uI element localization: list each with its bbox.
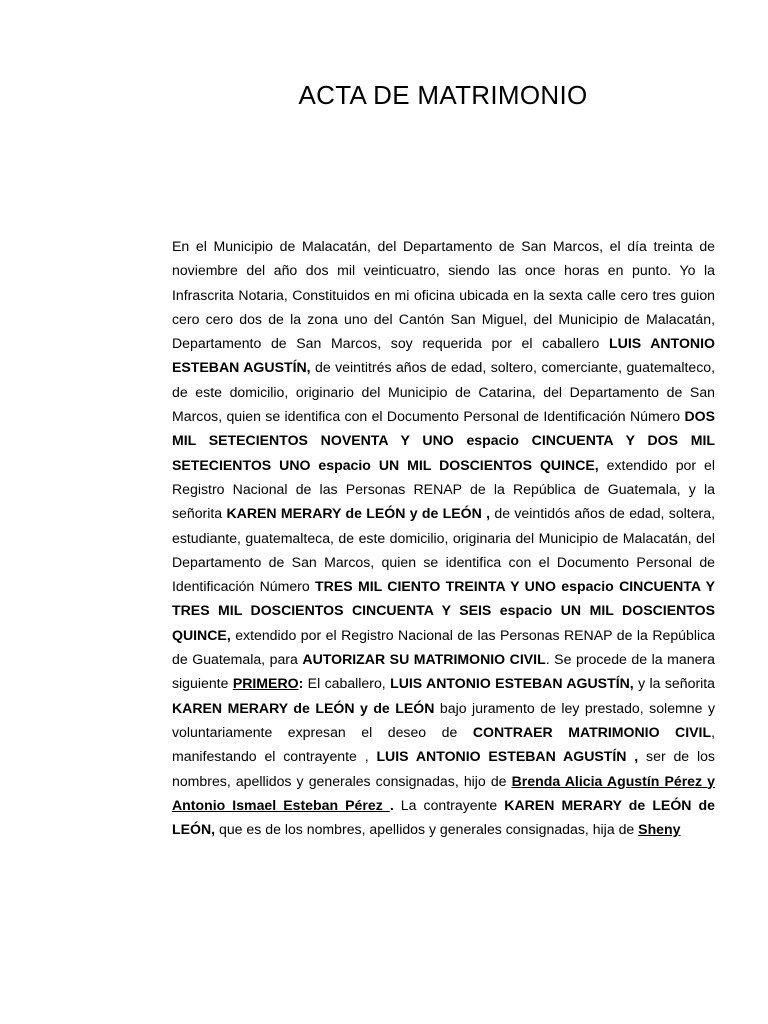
- clause-heading-primero: PRIMERO: [232, 675, 299, 692]
- groom-id-number: DOS MIL SETECIENTOS NOVENTA Y UNO espacio CINCUENTA Y DOS MIL SETECIENTOS UNO espacio UN MIL DOSCIENTOS QUINCE,: [172, 408, 715, 473]
- body-text-segment: extendido por el Registro Nacional de las Personas RENAP de la República de Guatemala, y la señorita: [172, 456, 715, 522]
- punctuation-period: .: [389, 796, 394, 813]
- body-text-segment: ser de los nombres, apellidos y generales consignadas, hijo de: [172, 748, 715, 789]
- declaration-text: CONTRAER MATRIMONIO CIVIL: [472, 723, 712, 740]
- bride-name: KAREN MERARY de LEÓN y de LEÓN ,: [226, 505, 491, 522]
- body-text-segment: de veintidós años de edad, soltera, estudiante, guatemalteca, de este domicilio, originaria del Municipio de Malacatán, del Departamento de San Marcos, quien se identifica con el Documento Personal de Identificación Número: [172, 505, 715, 595]
- body-text-segment: La contrayente: [393, 796, 505, 813]
- body-text-segment: y la señorita: [633, 675, 716, 692]
- bride-name: KAREN MERARY de LEÓN de LEÓN,: [172, 796, 715, 838]
- body-text-segment: En el Municipio de Malacatán, del Departamento de San Marcos, el día treinta de noviembre del año dos mil veinticuatro, siendo las once horas en punto. Yo la Infrascrita Notaria, Constituidos en mi oficina ubicada en la sexta calle cero tres guion cero cero dos de la zona uno del Cantón San Miguel, del Municipio de Malacatán, Departamento de San Marcos, soy requerida por el caballero: [172, 238, 715, 352]
- body-text-segment: de veintitrés años de edad, soltero, comerciante, guatemalteco, de este domicilio, originario del Municipio de Catarina, del Departamento de San Marcos, quien se identifica con el Documento Personal de Identificación Número: [172, 359, 716, 425]
- body-text-segment: bajo juramento de ley prestado, solemne y voluntariamente expresan el deseo de: [172, 699, 715, 740]
- groom-name: LUIS ANTONIO ESTEBAN AGUSTÍN,: [172, 335, 715, 376]
- body-text-segment: , manifestando el contrayente ,: [172, 723, 715, 765]
- bride-id-number: TRES MIL CIENTO TREINTA Y UNO espacio CINCUENTA Y TRES MIL DOSCIENTOS CINCUENTA Y SEIS espacio UN MIL DOSCIENTOS QUINCE,: [172, 578, 715, 643]
- document-title: ACTA DE MATRIMONIO: [298, 80, 588, 110]
- bride-name: KAREN MERARY de LEÓN y de LEÓN: [172, 699, 435, 716]
- document-body: [172, 234, 715, 841]
- bride-parent-name: Sheny: [638, 821, 681, 838]
- body-text-segment: extendido por el Registro Nacional de las Personas RENAP de la República de Guatemala, para: [172, 626, 715, 668]
- groom-name: LUIS ANTONIO ESTEBAN AGUSTÍN ,: [376, 748, 639, 765]
- body-text-segment: . Se procede de la manera siguiente: [172, 651, 715, 692]
- body-text-segment: que es de los nombres, apellidos y generales consignadas, hija de: [215, 821, 639, 838]
- clause-heading-colon: :: [298, 675, 304, 692]
- body-text-segment: El caballero,: [303, 675, 391, 692]
- groom-name: LUIS ANTONIO ESTEBAN AGUSTÍN,: [390, 675, 634, 692]
- groom-parents-names: Brenda Alicia Agustín Pérez y Antonio Ismael Esteban Pérez: [172, 772, 715, 813]
- purpose-text: AUTORIZAR SU MATRIMONIO CIVIL: [302, 651, 546, 668]
